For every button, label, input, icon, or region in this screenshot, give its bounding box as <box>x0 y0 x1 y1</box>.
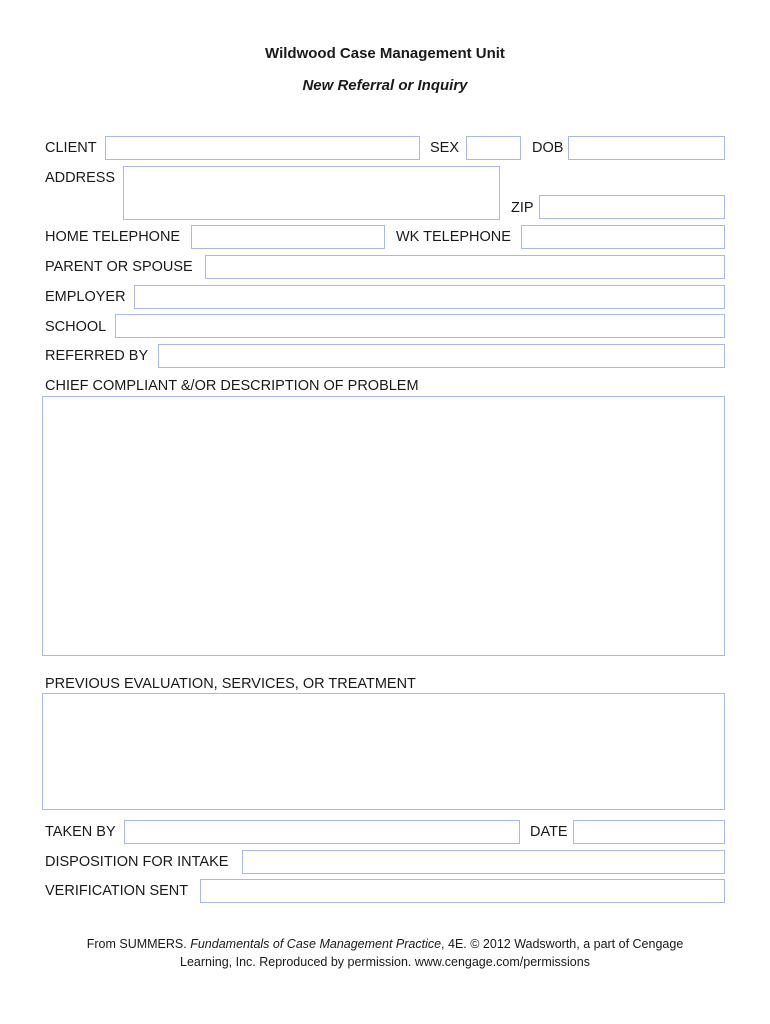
footer-line-1 <box>0 935 770 953</box>
sex-field[interactable] <box>466 136 521 160</box>
client-field[interactable] <box>105 136 420 160</box>
footer-line-2: Learning, Inc. Reproduced by permission. www.cengage.com/permissions <box>180 955 590 969</box>
verification-sent-field[interactable] <box>200 879 725 903</box>
footer-book-title: Fundamentals of Case Management Practice <box>190 937 442 951</box>
dob-label: DOB <box>532 140 564 156</box>
school-label: SCHOOL <box>45 319 107 335</box>
disposition-label: DISPOSITION FOR INTAKE <box>45 854 229 870</box>
home-telephone-field[interactable] <box>191 225 385 249</box>
form-title: Wildwood Case Management Unit <box>265 45 505 62</box>
home-telephone-label: HOME TELEPHONE <box>45 229 181 245</box>
verification-sent-label: VERIFICATION SENT <box>45 883 189 899</box>
date-label: DATE <box>530 824 568 840</box>
referred-by-label: REFERRED BY <box>45 348 149 364</box>
parent-or-spouse-label: PARENT OR SPOUSE <box>45 259 193 275</box>
referred-by-field[interactable] <box>158 344 725 368</box>
school-field[interactable] <box>115 314 725 338</box>
footer-suffix: , 4E. © 2012 Wadsworth, a part of Cengage <box>441 937 684 951</box>
taken-by-field[interactable] <box>124 820 520 844</box>
date-field[interactable] <box>573 820 725 844</box>
employer-label: EMPLOYER <box>45 289 126 305</box>
wk-telephone-label: WK TELEPHONE <box>396 229 511 245</box>
footer-prefix: From SUMMERS. <box>86 937 191 951</box>
chief-complaint-label: CHIEF COMPLIANT &/OR DESCRIPTION OF PROBLEM <box>45 378 419 394</box>
parent-or-spouse-field[interactable] <box>205 255 725 279</box>
footer-credit <box>0 935 770 971</box>
employer-field[interactable] <box>134 285 725 309</box>
address-label: ADDRESS <box>45 170 116 186</box>
sex-label: SEX <box>430 140 460 156</box>
disposition-field[interactable] <box>242 850 725 874</box>
client-label: CLIENT <box>45 140 97 156</box>
address-field[interactable] <box>123 166 500 220</box>
previous-evaluation-label: PREVIOUS EVALUATION, SERVICES, OR TREATMENT <box>45 676 416 692</box>
taken-by-label: TAKEN BY <box>45 824 116 840</box>
chief-complaint-field[interactable] <box>42 396 725 656</box>
zip-field[interactable] <box>539 195 725 219</box>
previous-evaluation-field[interactable] <box>42 693 725 810</box>
zip-label: ZIP <box>511 200 534 216</box>
dob-field[interactable] <box>568 136 725 160</box>
wk-telephone-field[interactable] <box>521 225 725 249</box>
form-subtitle: New Referral or Inquiry <box>302 77 468 94</box>
